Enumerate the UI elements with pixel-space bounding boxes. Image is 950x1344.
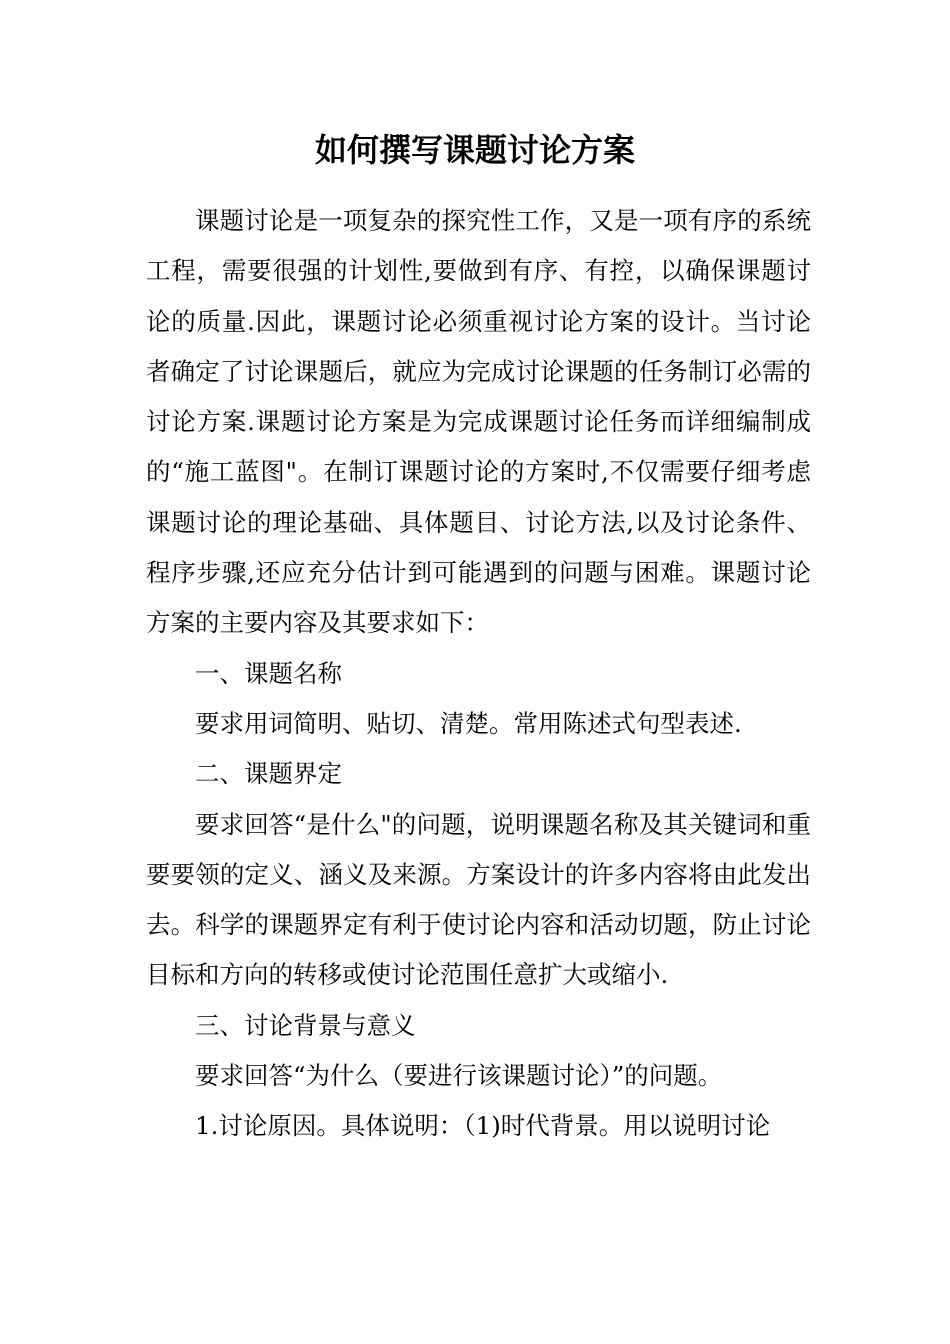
section-heading-3: 三、讨论背景与意义 xyxy=(195,1010,416,1040)
paragraph-section-3-item-1: 1.讨论原因。具体说明：（1)时代背景。用以说明讨论 xyxy=(195,1111,771,1141)
document-body xyxy=(146,196,811,1152)
paragraph-section-2: 要求回答“是什么"的问题，说明课题名称及其关键词和重要要领的定义、涵义及来源。方案设计的许多内容将由此发出去。科学的课题界定有利于使讨论内容和活动切题，防止讨论目标和方向的转移或使讨论范围任意扩大或缩小. xyxy=(146,809,811,990)
paragraph-intro: 课题讨论是一项复杂的探究性工作，又是一项有序的系统工程，需要很强的计划性,要做到有序、有控，以确保课题讨论的质量.因此，课题讨论必须重视讨论方案的设计。当讨论者确定了讨论课题后，就应为完成讨论课题的任务制订必需的讨论方案.课题讨论方案是为完成课题讨论任务而详细编制成的“施工蓝图"。在制订课题讨论的方案时,不仅需要仔细考虑课题讨论的理论基础、具体题目、讨论方法,以及讨论条件、程序步骤,还应充分估计到可能遇到的问题与困难。课题讨论方案的主要内容及其要求如下： xyxy=(146,206,811,638)
section-heading-1: 一、课题名称 xyxy=(195,658,342,688)
document-title: 如何撰写课题讨论方案 xyxy=(314,131,635,169)
section-heading-2: 二、课题界定 xyxy=(195,759,342,789)
paragraph-section-3: 要求回答“为什么（要进行该课题讨论）”的问题。 xyxy=(195,1061,723,1091)
paragraph-section-1: 要求用词简明、贴切、清楚。常用陈述式句型表述. xyxy=(195,708,742,738)
